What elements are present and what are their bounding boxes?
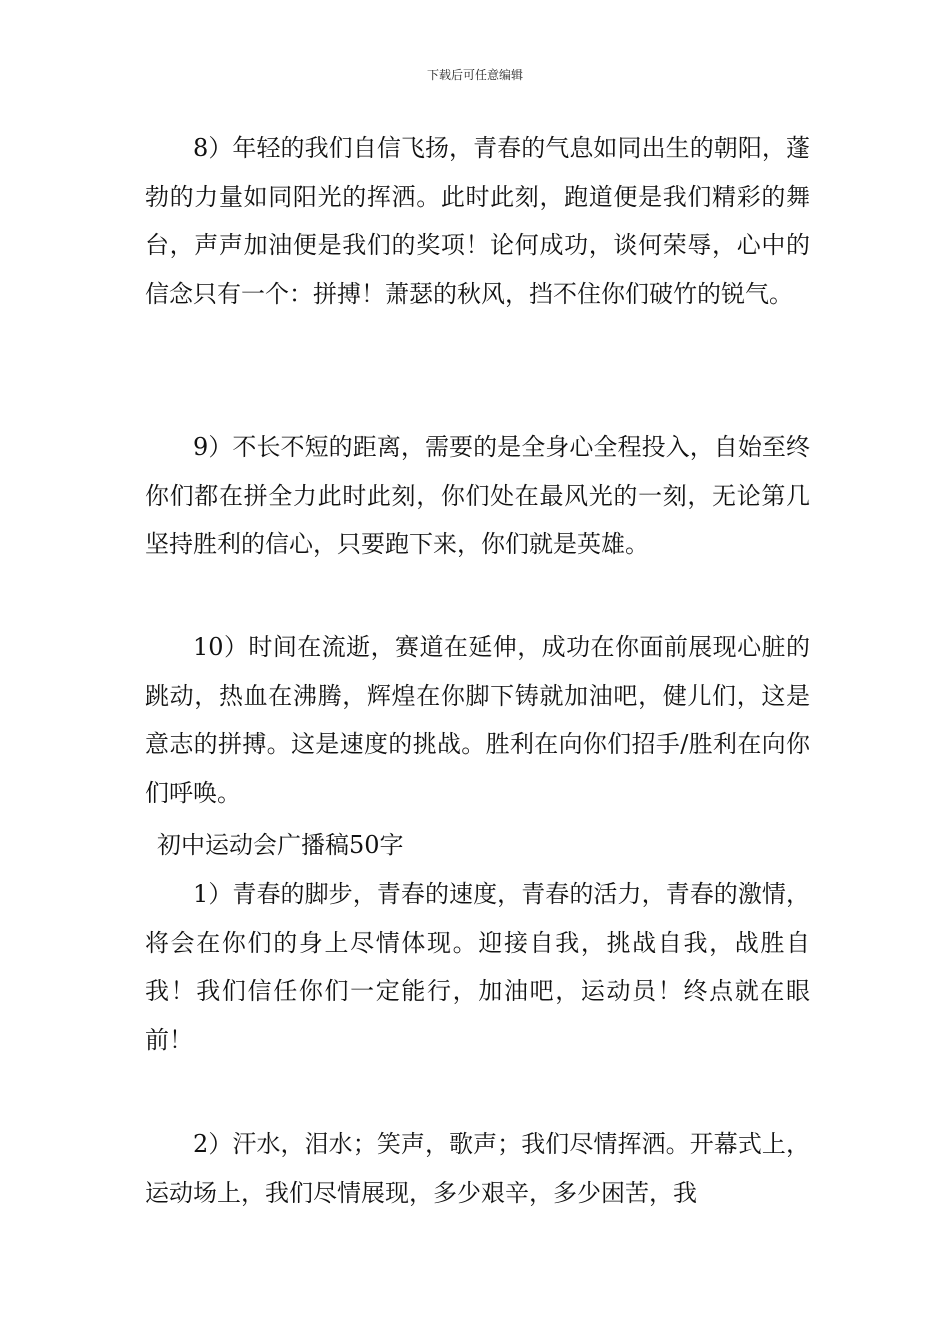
- page-header: 下载后可任意编辑: [426, 68, 523, 82]
- paragraph-2: 2）汗水，泪水；笑声，歌声；我们尽情挥洒。开幕式上，运动场上，我们尽情展现，多少艰辛，多少困苦，我: [145, 1130, 810, 1207]
- paragraph-8: 8）年轻的我们自信飞扬，青春的气息如同出生的朝阳，蓬勃的力量如同阳光的挥洒。此时此刻，跑道便是我们精彩的舞台，声声加油便是我们的奖项！论何成功，谈何荣辱，心中的信念只有一个：拼搏！萧瑟的秋风，挡不住你们破竹的锐气。: [145, 134, 810, 308]
- section-heading: 初中运动会广播稿50字: [157, 831, 404, 859]
- paragraph-10: 10）时间在流逝，赛道在延伸，成功在你面前展现心脏的跳动，热血在沸腾，辉煌在你脚下铸就加油吧，健儿们，这是意志的拼搏。这是速度的挑战。胜利在向你们招手/胜利在向你们呼唤。: [145, 633, 810, 807]
- paragraph-9: 9）不长不短的距离，需要的是全身心全程投入，自始至终你们都在拼全力此时此刻，你们处在最风光的一刻，无论第几坚持胜利的信心，只要跑下来，你们就是英雄。: [145, 433, 810, 558]
- paragraph-1: 1）青春的脚步，青春的速度，青春的活力，青春的激情，将会在你们的身上尽情体现。迎接自我，挑战自我，战胜自我！我们信任你们一定能行，加油吧，运动员！终点就在眼前！: [145, 880, 810, 1054]
